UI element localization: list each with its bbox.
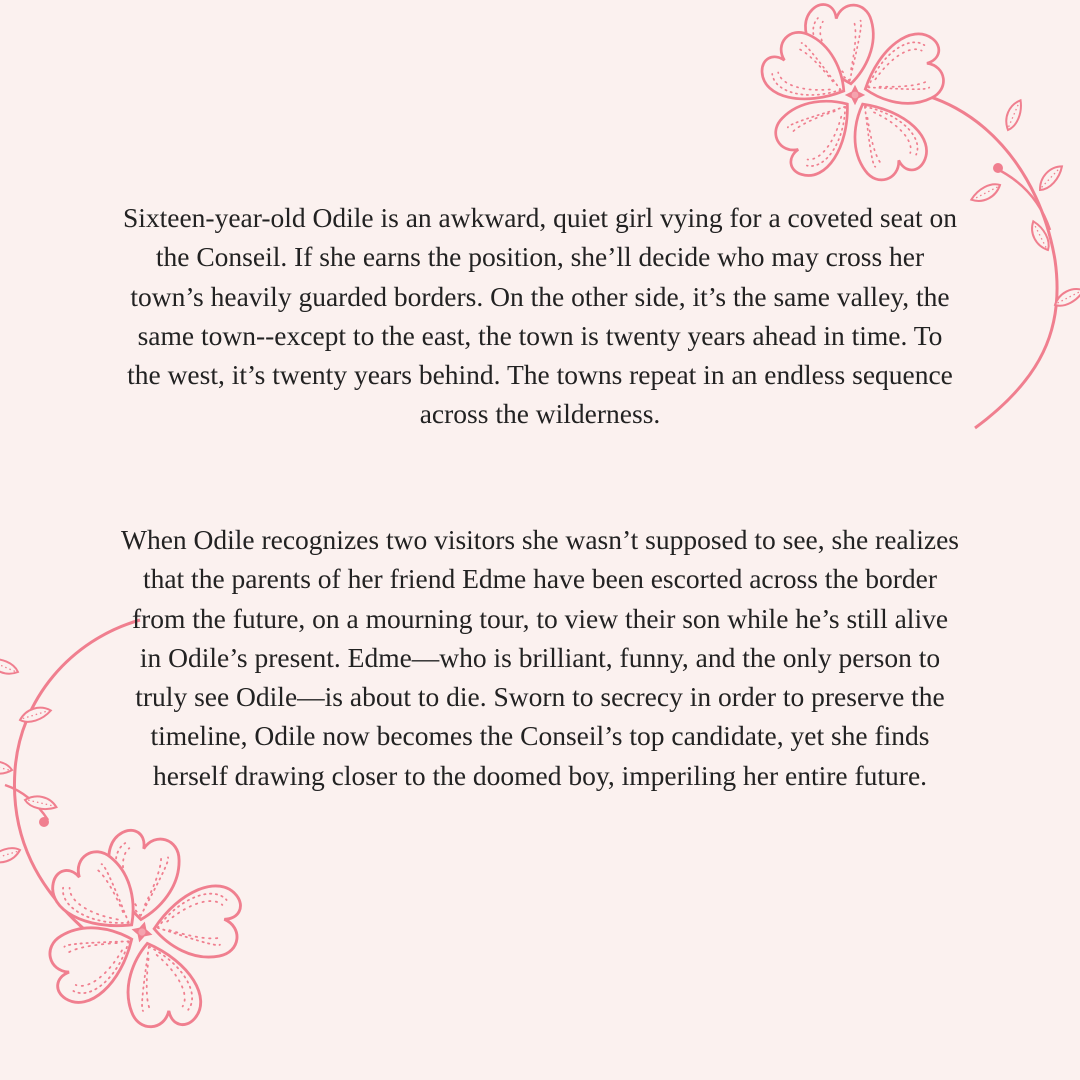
bottom-left-vine-icon bbox=[0, 620, 140, 930]
bottom-left-flower-icon bbox=[13, 797, 278, 1063]
top-right-flower-icon bbox=[755, 0, 959, 195]
synopsis-paragraph-2: When Odile recognizes two visitors she wasn’t supposed to see, she realizes that the parents of her friend Edme have been escorted across the border from the future, on a mourning tour, to view their son while he’s still alive in Odile’s present. Edme—who is brilliant, funny, and the only person to truly see Odile—is about to die. Sworn to secrecy in order to preserve the timeline, Odile now becomes the Conseil’s top candidate, yet she finds herself drawing closer to the doomed boy, imperiling her entire future. bbox=[120, 524, 960, 791]
synopsis-paragraph-1: Sixteen-year-old Odile is an awkward, quiet girl vying for a coveted seat on the Conseil. If she earns the position, she’ll decide who may cross her town’s heavily guarded borders. On the other side, it’s the same valley, the same town--except to the east, the town is twenty years ahead in time. To the west, it’s twenty years behind. The towns repeat in an endless sequence across the wilderness. bbox=[122, 202, 958, 430]
